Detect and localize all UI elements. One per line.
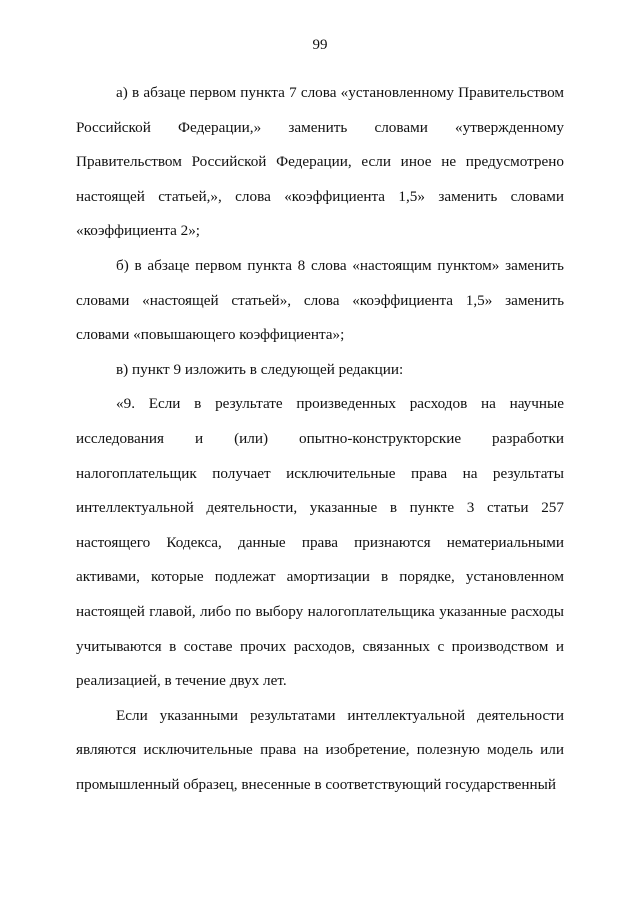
document-body [76, 76, 564, 802]
paragraph-continuation: Если указанными результатами интеллектуальной деятельности являются исключительные права на изобретение, полезную модель или промышленный образец, внесенные в соответствующий государственный [76, 706, 564, 793]
paragraph-a: а) в абзаце первом пункта 7 слова «установленному Правительством Российской Федерации,» заменить словами «утвержденному Правительством Российской Федерации, если иное не предусмотрено настоящей статьей,», слова «коэффициента 1,5» заменить словами «коэффициента 2»; [76, 84, 564, 240]
paragraph-c: в) пункт 9 изложить в следующей редакции: [116, 360, 404, 378]
paragraph-b: б) в абзаце первом пункта 8 слова «настоящим пунктом» заменить словами «настоящей статьей», слова «коэффициента 1,5» заменить словами «повышающего коэффициента»; [76, 256, 564, 344]
paragraph-item-9: «9. Если в результате произведенных расходов на научные исследования и (или) опытно-конструкторские разработки налогоплательщик получает исключительные права на результаты интеллектуальной деятельности, указанные в пункте 3 статьи 257 настоящего Кодекса, данные права признаются нематериальными активами, которые подлежат амортизации в порядке, установленном настоящей главой, либо по выбору налогоплательщика указанные расходы учитываются в составе прочих расходов, связанных с производством и реализацией, в течение двух лет. [76, 395, 564, 690]
page-number: 99 [312, 37, 328, 53]
